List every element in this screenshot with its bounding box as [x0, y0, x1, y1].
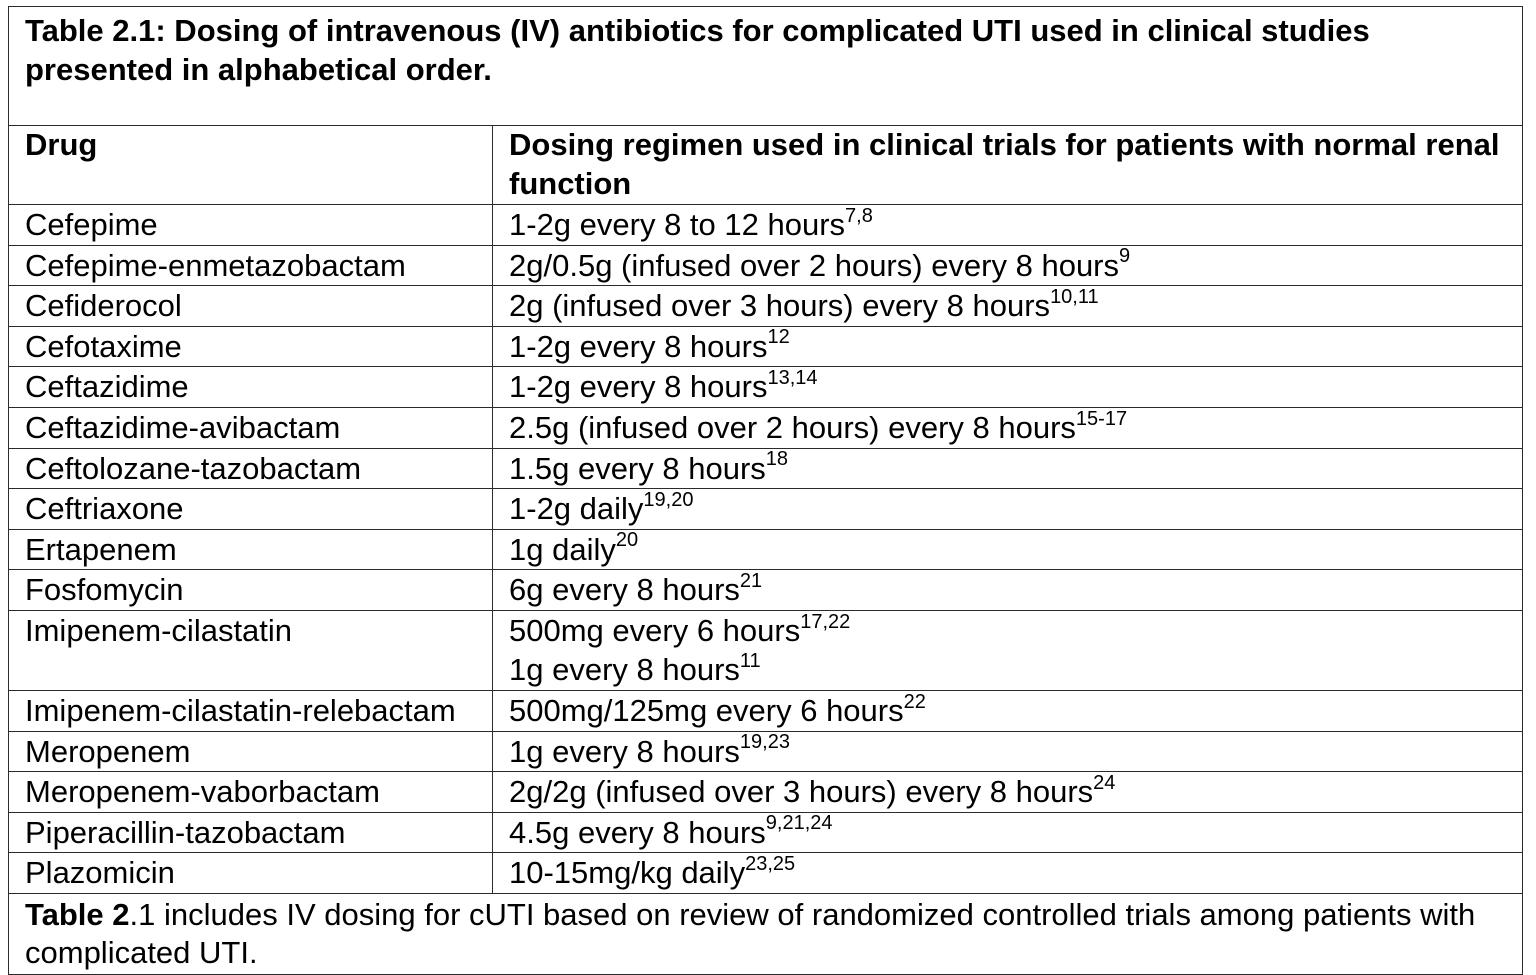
dosing-cell	[493, 853, 1523, 894]
dosing-cell	[493, 610, 1523, 690]
reference-superscript: 21	[739, 570, 763, 593]
dosing-cell	[493, 245, 1523, 286]
table-row	[9, 853, 1523, 894]
drug-cell: Plazomicin	[9, 853, 493, 894]
table-row	[9, 570, 1523, 611]
dosing-text: 1g daily	[509, 531, 616, 567]
dosing-cell	[493, 772, 1523, 813]
table-row	[9, 610, 1523, 690]
dosing-cell	[493, 731, 1523, 772]
dosing-text: 2g (infused over 3 hours) every 8 hours	[509, 288, 1051, 324]
dosing-cell	[493, 205, 1523, 246]
reference-superscript: 9	[1119, 245, 1131, 268]
dosing-text: 2g/0.5g (infused over 2 hours) every 8 hours	[509, 247, 1120, 283]
dosing-text: 1g every 8 hours	[509, 733, 740, 769]
table-footnote	[9, 893, 1523, 974]
dosing-text: 1-2g every 8 hours	[509, 328, 768, 364]
reference-superscript: 20	[615, 529, 639, 552]
drug-cell: Imipenem-cilastatin-relebactam	[9, 690, 493, 731]
document-table-container	[8, 6, 1523, 975]
table-title: Table 2.1: Dosing of intravenous (IV) antibiotics for complicated UTI used in clinical studies presented in alphabetical order.	[9, 7, 1523, 126]
reference-superscript: 19,20	[643, 488, 694, 511]
table-row	[9, 367, 1523, 408]
reference-superscript: 15-17	[1075, 407, 1128, 430]
drug-cell: Cefiderocol	[9, 286, 493, 327]
table-row	[9, 286, 1523, 327]
table-row	[9, 448, 1523, 489]
table-row	[9, 731, 1523, 772]
dosing-text: 1.5g every 8 hours	[509, 450, 766, 486]
drug-cell: Ceftazidime	[9, 367, 493, 408]
reference-superscript: 18	[765, 448, 789, 471]
reference-superscript: 22	[903, 690, 926, 713]
drug-cell: Cefepime	[9, 205, 493, 246]
title-row	[9, 7, 1523, 126]
dosing-text: 4.5g every 8 hours	[509, 814, 766, 850]
table-row	[9, 245, 1523, 286]
footer-row	[9, 893, 1523, 974]
drug-cell: Piperacillin-tazobactam	[9, 812, 493, 853]
dosing-text: 10-15mg/kg daily	[509, 855, 746, 891]
header-row	[9, 126, 1523, 205]
reference-superscript: 7,8	[845, 204, 873, 227]
dosing-cell	[493, 407, 1523, 448]
table-row	[9, 529, 1523, 570]
table-row	[9, 489, 1523, 530]
dosing-text: 1-2g every 8 hours	[509, 369, 768, 405]
drug-cell: Ertapenem	[9, 529, 493, 570]
dosing-table	[8, 6, 1523, 975]
table-row	[9, 205, 1523, 246]
drug-cell: Imipenem-cilastatin	[9, 610, 493, 690]
dosing-text: 1-2g every 8 to 12 hours	[509, 207, 846, 242]
dosing-cell	[493, 489, 1523, 530]
reference-superscript: 10,11	[1050, 285, 1099, 308]
table-row	[9, 407, 1523, 448]
dosing-text: 6g every 8 hours	[509, 572, 740, 608]
reference-superscript: 9,21,24	[765, 812, 833, 835]
drug-cell: Ceftriaxone	[9, 489, 493, 530]
reference-superscript: 24	[1093, 771, 1116, 794]
drug-cell: Meropenem	[9, 731, 493, 772]
reference-superscript: 11	[739, 650, 761, 673]
drug-cell: Ceftazidime-avibactam	[9, 407, 493, 448]
footnote-text: .1 includes IV dosing for cUTI based on review of randomized controlled trials among patients with complicated UTI.	[25, 896, 1476, 971]
dosing-text: 500mg every 6 hours	[509, 612, 801, 648]
reference-superscript: 17,22	[800, 610, 851, 633]
dosing-text-alt: 1g every 8 hours	[509, 652, 740, 688]
dosing-cell	[493, 690, 1523, 731]
table-row	[9, 772, 1523, 813]
dosing-cell	[493, 570, 1523, 611]
table-row	[9, 812, 1523, 853]
reference-superscript: 23,25	[745, 852, 796, 875]
dosing-cell	[493, 326, 1523, 367]
drug-cell: Meropenem-vaborbactam	[9, 772, 493, 813]
dosing-text: 1-2g daily	[509, 491, 644, 527]
dosing-text: 2g/2g (infused over 3 hours) every 8 hours	[509, 774, 1094, 810]
dosing-text: 500mg/125mg every 6 hours	[509, 692, 904, 728]
dosing-cell	[493, 286, 1523, 327]
table-row	[9, 690, 1523, 731]
dosing-cell	[493, 367, 1523, 408]
dosing-cell	[493, 448, 1523, 489]
drug-cell: Cefotaxime	[9, 326, 493, 367]
table-row	[9, 326, 1523, 367]
reference-superscript: 13,14	[767, 367, 818, 390]
dosing-text: 2.5g (infused over 2 hours) every 8 hours	[509, 409, 1076, 445]
header-drug: Drug	[9, 126, 493, 205]
drug-cell: Cefepime-enmetazobactam	[9, 245, 493, 286]
dosing-cell	[493, 812, 1523, 853]
drug-cell: Fosfomycin	[9, 570, 493, 611]
drug-cell: Ceftolozane-tazobactam	[9, 448, 493, 489]
reference-superscript: 12	[767, 326, 790, 349]
dosing-cell	[493, 529, 1523, 570]
reference-superscript: 19,23	[739, 731, 790, 754]
header-dosing: Dosing regimen used in clinical trials for patients with normal renal function	[493, 126, 1523, 205]
footnote-label: Table 2	[25, 896, 130, 932]
